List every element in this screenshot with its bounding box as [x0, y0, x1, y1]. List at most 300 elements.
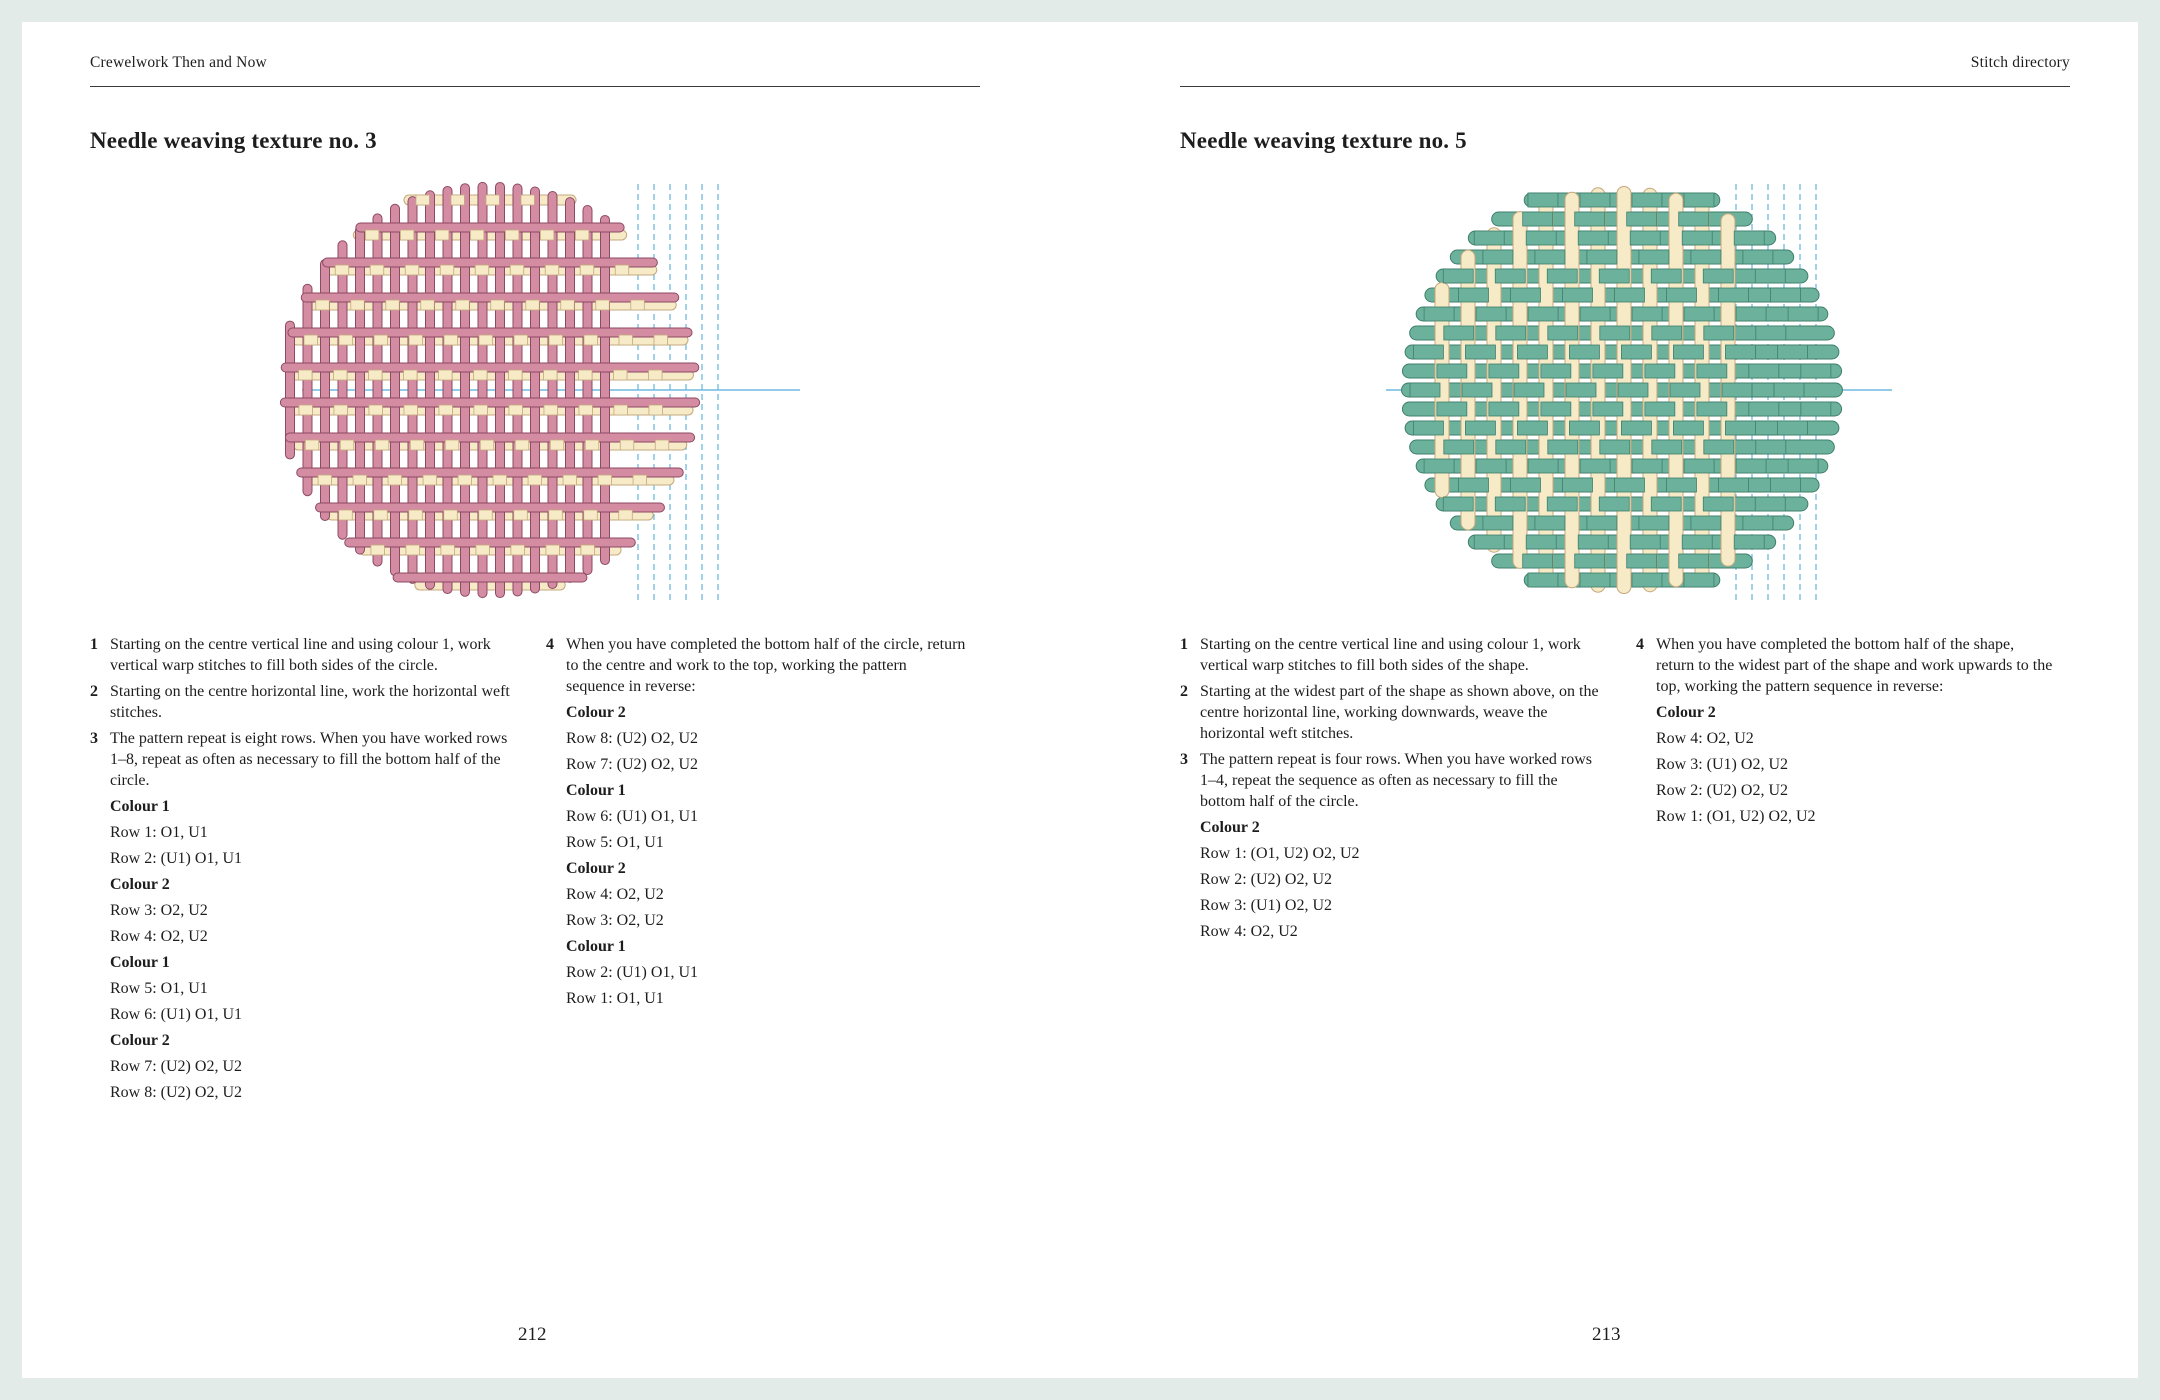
weft-over-segment: [579, 370, 593, 380]
weft-over-segment: [386, 300, 400, 310]
weave-group: [1402, 186, 1843, 593]
pattern-row: Row 2: (U1) O1, U1: [566, 964, 698, 981]
weft-over-segment: [1548, 440, 1578, 454]
step-number: 2: [90, 683, 98, 700]
weft-over-segment: [1578, 231, 1608, 245]
weft-over-segment: [1645, 364, 1675, 378]
weft-over-segment: [1652, 440, 1682, 454]
weft-over-segment: [1528, 307, 1558, 321]
weft-over-segment: [1704, 326, 1734, 340]
weft-over-segment: [1639, 516, 1669, 530]
weft-over-segment: [1630, 535, 1660, 549]
weft-over-segment: [404, 405, 418, 415]
weft-over-segment: [1569, 421, 1599, 435]
weft-over-segment: [339, 335, 353, 345]
left-page: [22, 22, 1080, 1378]
weft-over-segment: [416, 195, 430, 205]
weft-over-segment: [1666, 478, 1696, 492]
weft-over-segment: [505, 230, 519, 240]
weft-over-segment: [540, 230, 554, 240]
pattern-row: Row 8: (U2) O2, U2: [110, 1084, 242, 1101]
weft-over-segment: [1770, 288, 1800, 302]
pattern-row: Row 3: O2, U2: [110, 902, 208, 919]
weft-over-segment: [441, 545, 455, 555]
step-number: 1: [90, 636, 98, 653]
weft-over-segment: [440, 265, 454, 275]
weft-over-segment: [655, 440, 669, 450]
weft-over-segment: [1801, 402, 1831, 416]
warp-stitch: [566, 198, 575, 583]
weft-over-segment: [1755, 497, 1785, 511]
pattern-row: Row 6: (U1) O1, U1: [566, 808, 698, 825]
weft-over-segment: [1547, 269, 1577, 283]
weft-over-segment: [1679, 554, 1709, 568]
weft-over-segment: [596, 300, 610, 310]
weft-over-segment: [544, 370, 558, 380]
weft-over-segment: [1788, 307, 1818, 321]
weft-over-segment: [474, 370, 488, 380]
instruction-step: [1180, 634, 1600, 676]
weft-over-segment: [1722, 383, 1752, 397]
weft-over-segment: [1632, 307, 1662, 321]
pattern-row: Row 4: O2, U2: [1200, 923, 1298, 940]
warp-stitch: [303, 284, 312, 495]
instructions-col-2-right: [1636, 634, 2056, 832]
weft-over-segment: [1462, 383, 1492, 397]
warp-stitch: [496, 182, 505, 597]
weft-over-segment: [550, 440, 564, 450]
warp-stitch: [478, 182, 487, 597]
instruction-step: [90, 634, 510, 676]
weft-over-segment: [1749, 402, 1779, 416]
running-head-left: Crewelwork Then and Now: [90, 54, 267, 71]
colour-label: Colour 2: [566, 860, 626, 877]
weft-over-segment: [1734, 231, 1764, 245]
weft-over-segment: [1734, 535, 1764, 549]
weft-over-segment: [371, 545, 385, 555]
weft-over-segment: [1495, 497, 1525, 511]
weft-over-segment: [1756, 440, 1786, 454]
weft-over-segment: [1526, 535, 1556, 549]
warp-stitch: [531, 187, 540, 593]
weft-over-segment: [480, 440, 494, 450]
weft-over-segment: [1632, 193, 1662, 207]
weft-over-segment: [305, 440, 319, 450]
weft-over-segment: [1410, 383, 1440, 397]
pattern-row: Row 2: (U2) O2, U2: [1200, 871, 1332, 888]
weft-over-segment: [1548, 326, 1578, 340]
instruction-step: [1180, 681, 1600, 744]
weft-over-segment: [1458, 478, 1488, 492]
weft-over-segment: [1526, 231, 1556, 245]
weft-over-segment: [1474, 231, 1504, 245]
pattern-sequence: [90, 796, 510, 1103]
weft-over-segment: [1535, 516, 1565, 530]
colour-label: Colour 2: [110, 1032, 170, 1049]
weft-over-segment: [509, 370, 523, 380]
weft-over-segment: [1587, 250, 1617, 264]
instruction-step: [1636, 634, 2056, 697]
weft-over-segment: [511, 545, 525, 555]
weft-over-segment: [1718, 288, 1748, 302]
weft-over-segment: [1777, 345, 1807, 359]
weft-over-segment: [1465, 345, 1495, 359]
weft-over-segment: [1599, 269, 1629, 283]
warp-stitch: [513, 184, 522, 596]
weft-over-segment: [509, 405, 523, 415]
pattern-row: Row 1: (O1, U2) O2, U2: [1656, 808, 1816, 825]
warp-stitch: [426, 191, 435, 590]
weft-over-segment: [1575, 212, 1605, 226]
colour-label: Colour 1: [566, 938, 626, 955]
weft-over-segment: [388, 475, 402, 485]
weft-over-segment: [493, 475, 507, 485]
weft-over-segment: [649, 370, 663, 380]
weft-over-segment: [365, 230, 379, 240]
weft-over-segment: [1627, 554, 1657, 568]
weft-over-segment: [1736, 307, 1766, 321]
weft-over-segment: [1673, 421, 1703, 435]
colour-label: Colour 1: [110, 954, 170, 971]
weft-over-segment: [439, 405, 453, 415]
weft-over-segment: [409, 510, 423, 520]
weft-over-segment: [318, 475, 332, 485]
weft-over-segment: [1580, 459, 1610, 473]
instruction-step: [90, 681, 510, 723]
pattern-row: Row 2: (U2) O2, U2: [1656, 782, 1788, 799]
weft-over-segment: [1682, 231, 1712, 245]
weft-over-segment: [1528, 193, 1558, 207]
instructions-col-2-left: [546, 634, 966, 1014]
weft-over-segment: [1580, 307, 1610, 321]
instructions-col-1-right: [1180, 634, 1600, 947]
weft-over-segment: [1621, 345, 1651, 359]
step-text: Starting on the centre vertical line and using colour 1, work vertical warp stitches to fill both sides of the circle.: [110, 636, 491, 674]
weft-over-segment: [1684, 307, 1714, 321]
weft-over-segment: [470, 230, 484, 240]
weft-over-segment: [1489, 364, 1519, 378]
weft-over-segment: [334, 370, 348, 380]
weft-over-segment: [374, 335, 388, 345]
weft-over-segment: [1755, 269, 1785, 283]
weft-over-segment: [1413, 345, 1443, 359]
weft-over-segment: [1630, 231, 1660, 245]
pattern-row: Row 4: O2, U2: [1656, 730, 1754, 747]
weft-over-segment: [404, 370, 418, 380]
weft-over-segment: [369, 405, 383, 415]
weft-over-segment: [1523, 554, 1553, 568]
weft-over-segment: [1749, 364, 1779, 378]
weft-over-segment: [439, 370, 453, 380]
weft-over-segment: [1562, 478, 1592, 492]
weft-over-segment: [1476, 459, 1506, 473]
weft-over-segment: [1684, 193, 1714, 207]
weft-over-segment: [1684, 459, 1714, 473]
weft-over-segment: [1569, 345, 1599, 359]
step-text: Starting on the centre vertical line and using colour 1, work vertical warp stitches to fill both sides of the shape.: [1200, 636, 1581, 674]
weft-over-segment: [1547, 497, 1577, 511]
weft-over-segment: [1651, 497, 1681, 511]
weft-over-segment: [1736, 459, 1766, 473]
colour-label: Colour 2: [1656, 704, 1716, 721]
instruction-step: [1180, 749, 1600, 812]
weft-over-segment: [581, 545, 595, 555]
weft-over-segment: [370, 265, 384, 275]
weft-over-segment: [1651, 269, 1681, 283]
weft-over-segment: [334, 405, 348, 415]
weft-over-segment: [1476, 307, 1506, 321]
weft-over-segment: [458, 475, 472, 485]
pattern-sequence: [1636, 702, 2056, 827]
weft-over-segment: [1483, 516, 1513, 530]
weft-over-segment: [1541, 402, 1571, 416]
weft-over-segment: [544, 405, 558, 415]
weft-over-segment: [1562, 288, 1592, 302]
weft-over-segment: [1496, 440, 1526, 454]
weft-over-segment: [1541, 364, 1571, 378]
right-page: [1080, 22, 2138, 1378]
weft-over-segment: [619, 335, 633, 345]
weft-over-segment: [353, 475, 367, 485]
weft-over-segment: [1566, 383, 1596, 397]
colour-label: Colour 1: [110, 798, 170, 815]
weft-over-segment: [1632, 573, 1662, 587]
pattern-row: Row 3: (U1) O2, U2: [1656, 756, 1788, 773]
weft-over-segment: [1743, 250, 1773, 264]
weft-over-segment: [486, 195, 500, 205]
book-spread: [22, 22, 2138, 1378]
step-text: Starting on the centre horizontal line, work the horizontal weft stitches.: [110, 683, 510, 721]
weft-over-segment: [1600, 326, 1630, 340]
page-number-right: 213: [1592, 1324, 1621, 1345]
weft-over-segment: [444, 510, 458, 520]
weft-over-segment: [1523, 212, 1553, 226]
weft-over-segment: [633, 475, 647, 485]
weft-over-segment: [1483, 250, 1513, 264]
weft-over-segment: [479, 510, 493, 520]
pattern-row: Row 4: O2, U2: [566, 886, 664, 903]
weft-over-segment: [1704, 440, 1734, 454]
pattern-row: Row 4: O2, U2: [110, 928, 208, 945]
pattern-row: Row 7: (U2) O2, U2: [566, 756, 698, 773]
weft-over-segment: [451, 195, 465, 205]
step-text: When you have completed the bottom half of the circle, return to the centre and work to the top, working the pattern sequence in reverse:: [566, 636, 966, 695]
pattern-row: Row 1: O1, U1: [110, 824, 208, 841]
pattern-row: Row 6: (U1) O1, U1: [110, 1006, 242, 1023]
pattern-row: Row 5: O1, U1: [566, 834, 664, 851]
weft-over-segment: [614, 405, 628, 415]
weft-over-segment: [1639, 250, 1669, 264]
weft-over-segment: [423, 475, 437, 485]
weft-over-segment: [561, 300, 575, 310]
page-number-left: 212: [518, 1324, 547, 1345]
weft-over-segment: [1489, 402, 1519, 416]
weft-over-segment: [299, 405, 313, 415]
weft-over-segment: [474, 405, 488, 415]
instruction-step: [546, 634, 966, 697]
weft-over-segment: [1495, 269, 1525, 283]
weft-over-segment: [1632, 459, 1662, 473]
weft-over-segment: [1593, 364, 1623, 378]
pattern-row: Row 3: O2, U2: [566, 912, 664, 929]
weft-over-segment: [526, 300, 540, 310]
weft-over-segment: [445, 440, 459, 450]
weft-over-segment: [521, 195, 535, 205]
weft-over-segment: [1424, 307, 1454, 321]
header-rule-right: [1180, 86, 2070, 87]
weft-over-segment: [1413, 421, 1443, 435]
weft-over-segment: [1684, 573, 1714, 587]
header-rule-left: [90, 86, 980, 87]
weft-over-segment: [615, 265, 629, 275]
weft-over-segment: [1670, 383, 1700, 397]
weft-over-segment: [1652, 326, 1682, 340]
weft-over-segment: [1725, 345, 1755, 359]
weft-over-segment: [1691, 250, 1721, 264]
weft-over-segment: [514, 335, 528, 345]
weft-over-segment: [1679, 212, 1709, 226]
weft-over-segment: [421, 300, 435, 310]
weft-over-segment: [299, 370, 313, 380]
weft-over-segment: [1673, 345, 1703, 359]
weft-over-segment: [351, 300, 365, 310]
weft-over-segment: [1703, 497, 1733, 511]
weft-over-segment: [584, 335, 598, 345]
step-text: The pattern repeat is eight rows. When you have worked rows 1–8, repeat as often as necessary to fill the bottom half of the circle.: [110, 730, 508, 789]
weft-over-segment: [649, 405, 663, 415]
weft-over-segment: [1703, 269, 1733, 283]
weft-over-segment: [1443, 497, 1473, 511]
weft-over-segment: [580, 265, 594, 275]
weft-over-segment: [1621, 421, 1651, 435]
weft-over-segment: [614, 370, 628, 380]
weft-over-segment: [1437, 364, 1467, 378]
weft-over-segment: [340, 440, 354, 450]
weft-over-segment: [1627, 212, 1657, 226]
colour-label: Colour 2: [1200, 819, 1260, 836]
instruction-step: [90, 728, 510, 791]
weft-over-segment: [1465, 421, 1495, 435]
weft-over-segment: [631, 300, 645, 310]
page-heading-left: Needle weaving texture no. 3: [90, 128, 377, 153]
weft-over-segment: [1682, 535, 1712, 549]
weft-over-segment: [1725, 421, 1755, 435]
step-number: 4: [1636, 636, 1644, 653]
weft-over-segment: [316, 300, 330, 310]
weft-over-segment: [1580, 193, 1610, 207]
weft-over-segment: [456, 300, 470, 310]
weft-over-segment: [584, 510, 598, 520]
weft-over-segment: [1614, 288, 1644, 302]
weft-over-segment: [585, 440, 599, 450]
weft-over-segment: [1510, 478, 1540, 492]
weft-over-segment: [1437, 402, 1467, 416]
weft-over-segment: [339, 510, 353, 520]
pattern-row: Row 7: (U2) O2, U2: [110, 1058, 242, 1075]
weft-over-segment: [549, 510, 563, 520]
weft-over-segment: [410, 440, 424, 450]
weft-over-segment: [375, 440, 389, 450]
step-number: 3: [1180, 751, 1188, 768]
weft-over-segment: [1517, 345, 1547, 359]
weft-over-segment: [406, 545, 420, 555]
weft-over-segment: [476, 545, 490, 555]
weft-over-segment: [1593, 402, 1623, 416]
weft-over-segment: [515, 440, 529, 450]
weft-over-segment: [304, 335, 318, 345]
pattern-row: Row 2: (U1) O1, U1: [110, 850, 242, 867]
weft-over-segment: [1788, 459, 1818, 473]
weft-over-segment: [1718, 478, 1748, 492]
weft-over-segment: [1496, 326, 1526, 340]
weft-over-segment: [479, 335, 493, 345]
warp-stitch: [408, 197, 417, 584]
weft-over-segment: [374, 510, 388, 520]
colour-label: Colour 2: [566, 704, 626, 721]
weft-over-segment: [1444, 440, 1474, 454]
step-text: When you have completed the bottom half of the shape, return to the widest part of the shape and work upwards to the top, working the pattern sequence in reverse:: [1656, 636, 2053, 695]
weft-over-segment: [1587, 516, 1617, 530]
weft-over-segment: [1514, 383, 1544, 397]
weft-over-segment: [1770, 478, 1800, 492]
weft-over-segment: [546, 545, 560, 555]
weft-over-segment: [1578, 535, 1608, 549]
needle-weaving-diagram-no5: [1372, 172, 1892, 612]
weft-over-segment: [1691, 516, 1721, 530]
step-number: 3: [90, 730, 98, 747]
weft-over-segment: [563, 475, 577, 485]
step-text: The pattern repeat is four rows. When you have worked rows 1–4, repeat the sequence as often as necessary to fill the bottom half of the circle.: [1200, 751, 1593, 810]
pattern-row: Row 1: (O1, U2) O2, U2: [1200, 845, 1360, 862]
weft-over-segment: [545, 265, 559, 275]
weft-over-segment: [510, 265, 524, 275]
pattern-sequence: [1180, 817, 1600, 942]
needle-weaving-diagram-no3: [280, 172, 800, 612]
weft-over-segment: [400, 230, 414, 240]
weft-over-segment: [1528, 459, 1558, 473]
weft-over-segment: [1510, 288, 1540, 302]
weft-over-segment: [1444, 326, 1474, 340]
weft-over-segment: [620, 440, 634, 450]
weft-over-segment: [1697, 364, 1727, 378]
weft-over-segment: [1458, 288, 1488, 302]
weft-over-segment: [1756, 326, 1786, 340]
weft-over-segment: [1600, 440, 1630, 454]
warp-stitch: [548, 191, 557, 588]
weft-over-segment: [619, 510, 633, 520]
weft-over-segment: [575, 230, 589, 240]
weft-over-segment: [409, 335, 423, 345]
weft-over-segment: [1697, 402, 1727, 416]
warp-stitch: [461, 184, 470, 597]
weft-over-segment: [1614, 478, 1644, 492]
weft-over-segment: [579, 405, 593, 415]
instructions-col-1-left: [90, 634, 510, 1108]
colour-label: Colour 1: [566, 782, 626, 799]
weft-over-segment: [1443, 269, 1473, 283]
weft-over-segment: [475, 265, 489, 275]
weft-over-segment: [528, 475, 542, 485]
weft-over-segment: [1535, 250, 1565, 264]
step-number: 1: [1180, 636, 1188, 653]
weft-over-segment: [549, 335, 563, 345]
weft-over-segment: [1618, 383, 1648, 397]
weft-over-segment: [1666, 288, 1696, 302]
weft-over-segment: [598, 475, 612, 485]
pattern-row: Row 8: (U2) O2, U2: [566, 730, 698, 747]
step-number: 4: [546, 636, 554, 653]
weft-over-segment: [1474, 535, 1504, 549]
